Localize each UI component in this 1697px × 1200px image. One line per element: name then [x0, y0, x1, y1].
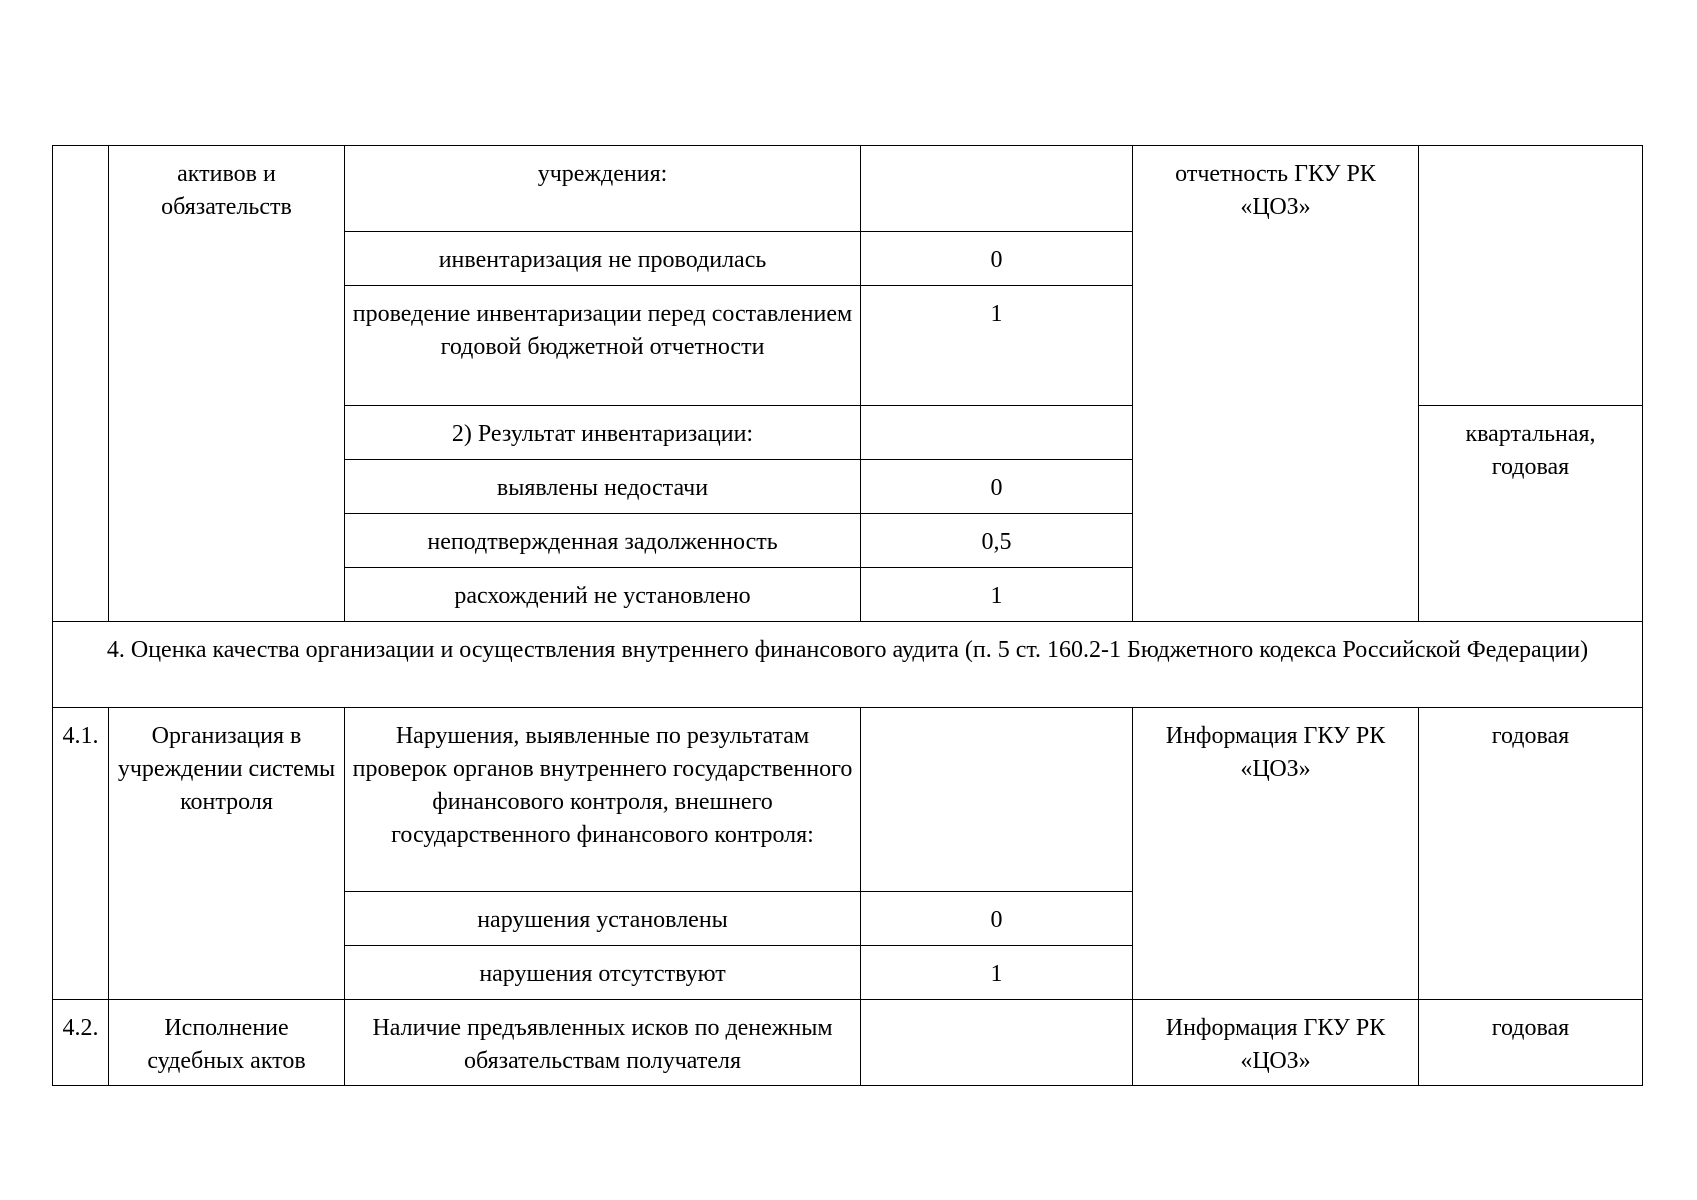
indicator-option: проведение инвентаризации перед составлением годовой бюджетной отчетности — [345, 286, 861, 406]
criterion-name-cell: Исполнение судебных актов — [109, 1000, 345, 1086]
periodicity-cell: квартальная, годовая — [1419, 406, 1643, 622]
source-cell: отчетность ГКУ РК «ЦОЗ» — [1133, 146, 1419, 622]
score-cell — [861, 146, 1133, 232]
score-value: 0 — [861, 232, 1133, 286]
indicator-option: неподтвержденная задолженность — [345, 514, 861, 568]
indicator-option: инвентаризация не проводилась — [345, 232, 861, 286]
periodicity-cell: годовая — [1419, 1000, 1643, 1086]
source-cell: Информация ГКУ РК «ЦОЗ» — [1133, 1000, 1419, 1086]
indicator-cell: Наличие предъявленных исков по денежным обязательствам получателя — [345, 1000, 861, 1086]
score-cell — [861, 406, 1133, 460]
section-heading: 4. Оценка качества организации и осуществления внутреннего финансового аудита (п. 5 ст. 160.2-1 Бюджетного кодекса Российской Федерации) — [53, 622, 1643, 708]
indicator-option: расхождений не установлено — [345, 568, 861, 622]
criteria-table — [52, 145, 1643, 1086]
periodicity-cell-empty — [1419, 146, 1643, 406]
indicator-option: нарушения установлены — [345, 892, 861, 946]
score-value: 1 — [861, 946, 1133, 1000]
score-value: 0,5 — [861, 514, 1133, 568]
score-cell — [861, 1000, 1133, 1086]
score-value: 1 — [861, 568, 1133, 622]
row-number: 4.1. — [53, 708, 109, 1000]
score-cell — [861, 708, 1133, 892]
criterion-name-cell: активов и обязательств — [109, 146, 345, 622]
periodicity-cell: годовая — [1419, 708, 1643, 1000]
number-cell-empty — [53, 146, 109, 622]
criterion-name-cell: Организация в учреждении системы контроля — [109, 708, 345, 1000]
indicator-option: нарушения отсутствуют — [345, 946, 861, 1000]
indicator-cell: учреждения: — [345, 146, 861, 232]
score-value: 0 — [861, 892, 1133, 946]
indicator-cell: Нарушения, выявленные по результатам проверок органов внутреннего государственного финансового контроля, внешнего государственного финансового контроля: — [345, 708, 861, 892]
row-number: 4.2. — [53, 1000, 109, 1086]
indicator-option: выявлены недостачи — [345, 460, 861, 514]
score-value: 0 — [861, 460, 1133, 514]
source-cell: Информация ГКУ РК «ЦОЗ» — [1133, 708, 1419, 1000]
indicator-subheading: 2) Результат инвентаризации: — [345, 406, 861, 460]
score-value: 1 — [861, 286, 1133, 406]
